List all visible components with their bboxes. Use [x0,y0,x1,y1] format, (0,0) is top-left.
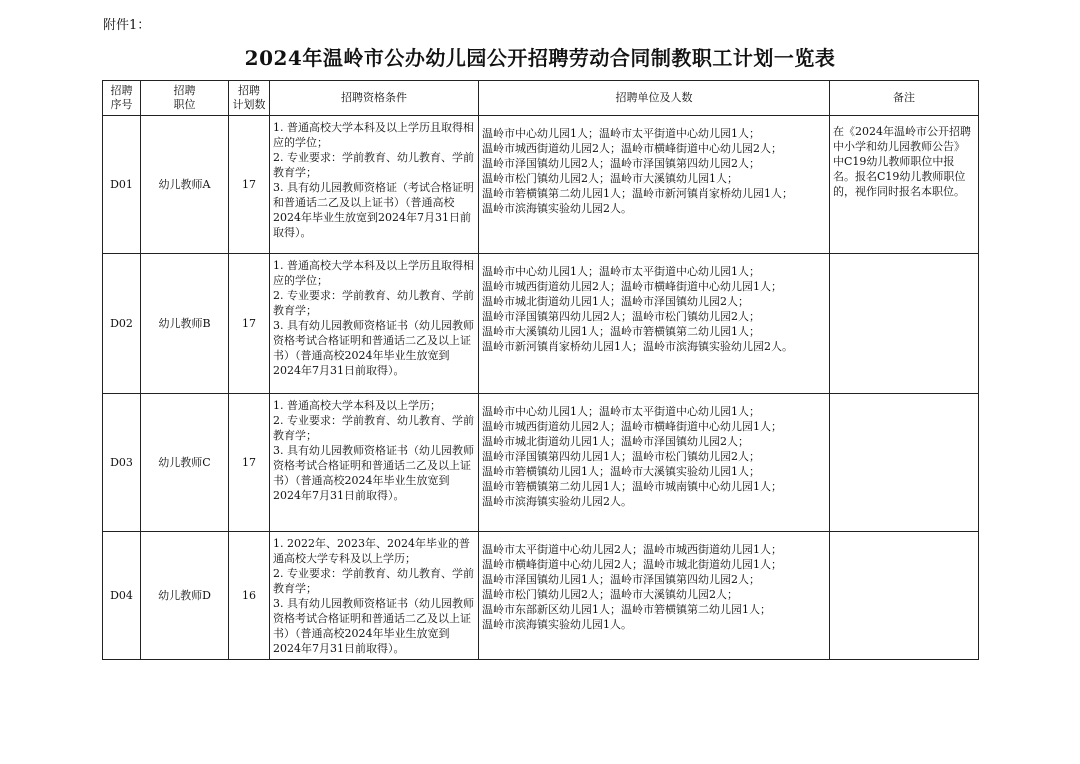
row-conditions [270,254,479,394]
row-position: 幼儿教师A [141,116,229,254]
row-count: 17 [229,254,270,394]
condition-line: 1. 普通高校大学本科及以上学历； [273,399,441,412]
row-conditions [270,532,479,660]
unit-line: 温岭市城西街道幼儿园2人；温岭市横峰街道中心幼儿园2人； [482,142,782,155]
row-units [479,254,830,394]
condition-line: 2. 专业要求：学前教育、幼儿教育、学前教育学； [273,567,474,595]
row-note [830,532,979,660]
header-seq-line: 序号 [110,98,133,111]
row-note: 在《2024年温岭市公开招聘中小学和幼儿园教师公告》中C19幼儿教师职位中报名。报名C19幼儿教师职位的，视作同时报名本职位。 [830,116,979,254]
unit-line: 温岭市中心幼儿园1人；温岭市太平街道中心幼儿园1人； [482,265,760,278]
condition-line: 3. 具有幼儿园教师资格证书（幼儿园教师资格考试合格证明和普通话二乙及以上证书）（普通高校2024年毕业生放宽到2024年7月31日前取得）。 [273,319,474,377]
unit-line: 温岭市箬横镇幼儿园1人；温岭市大溪镇实验幼儿园1人； [482,465,760,478]
table-row [103,394,979,532]
condition-line: 2. 专业要求：学前教育、幼儿教育、学前教育学； [273,151,474,179]
row-units [479,116,830,254]
condition-line: 3. 具有幼儿园教师资格证书（幼儿园教师资格考试合格证明和普通话二乙及以上证书）（普通高校2024年毕业生放宽到2024年7月31日前取得）。 [273,597,474,655]
row-conditions [270,116,479,254]
unit-line: 温岭市横峰街道中心幼儿园2人；温岭市城北街道幼儿园1人； [482,558,782,571]
row-seq: D02 [103,254,141,394]
unit-line: 温岭市城西街道幼儿园2人；温岭市横峰街道中心幼儿园1人； [482,420,782,433]
attachment-label: 附件1： [103,18,151,33]
condition-line: 1. 普通高校大学本科及以上学历且取得相应的学位； [273,259,474,287]
row-seq: D03 [103,394,141,532]
header-notes: 备注 [830,81,979,116]
header-count-line: 招聘 [238,84,260,97]
header-count [229,81,270,116]
row-seq: D01 [103,116,141,254]
row-position: 幼儿教师C [141,394,229,532]
header-position-line: 职位 [173,98,196,111]
row-count: 17 [229,394,270,532]
unit-line: 温岭市箬横镇第二幼儿园1人；温岭市城南镇中心幼儿园1人； [482,480,782,493]
unit-line: 温岭市东部新区幼儿园1人；温岭市箬横镇第二幼儿园1人； [482,603,771,616]
table-row [103,254,979,394]
condition-line: 2. 专业要求：学前教育、幼儿教育、学前教育学； [273,414,474,442]
condition-line: 3. 具有幼儿园教师资格证（考试合格证明和普通话二乙及以上证书）（普通高校2024年毕业生放宽到2024年7月31日前取得）。 [273,181,474,239]
header-position-line: 招聘 [173,84,196,97]
unit-line: 温岭市城西街道幼儿园2人；温岭市横峰街道中心幼儿园1人； [482,280,782,293]
unit-line: 温岭市中心幼儿园1人；温岭市太平街道中心幼儿园1人； [482,127,760,140]
row-units [479,394,830,532]
condition-line: 3. 具有幼儿园教师资格证书（幼儿园教师资格考试合格证明和普通话二乙及以上证书）（普通高校2024年毕业生放宽到2024年7月31日前取得）。 [273,444,474,502]
unit-line: 温岭市滨海镇实验幼儿园2人。 [482,495,632,508]
table-row [103,532,979,660]
unit-line: 温岭市泽国镇第四幼儿园1人；温岭市松门镇幼儿园2人； [482,450,760,463]
unit-line: 温岭市松门镇幼儿园2人；温岭市大溪镇幼儿园2人； [482,588,738,601]
row-note [830,394,979,532]
unit-line: 温岭市城北街道幼儿园1人；温岭市泽国镇幼儿园2人； [482,295,749,308]
header-seq [103,81,141,116]
unit-line: 温岭市箬横镇第二幼儿园1人；温岭市新河镇肖家桥幼儿园1人； [482,187,793,200]
row-position: 幼儿教师D [141,532,229,660]
unit-line: 温岭市中心幼儿园1人；温岭市太平街道中心幼儿园1人； [482,405,760,418]
unit-line: 温岭市滨海镇实验幼儿园1人。 [482,618,632,631]
header-position [141,81,229,116]
row-seq: D04 [103,532,141,660]
condition-line: 1. 2022年、2023年、2024年毕业的普通高校大学专科及以上学历； [273,537,470,565]
condition-line: 2. 专业要求：学前教育、幼儿教育、学前教育学； [273,289,474,317]
table-row [103,116,979,254]
header-seq-line: 招聘 [110,84,133,97]
table-header-row [103,81,979,116]
header-conditions: 招聘资格条件 [270,81,479,116]
unit-line: 温岭市滨海镇实验幼儿园2人。 [482,202,632,215]
unit-line: 温岭市太平街道中心幼儿园2人；温岭市城西街道幼儿园1人； [482,543,782,556]
unit-line: 温岭市泽国镇幼儿园1人；温岭市泽国镇第四幼儿园2人； [482,573,760,586]
unit-line: 温岭市泽国镇第四幼儿园2人；温岭市松门镇幼儿园2人； [482,310,760,323]
table-body [103,116,979,660]
unit-line: 温岭市城北街道幼儿园1人；温岭市泽国镇幼儿园2人； [482,435,749,448]
condition-line: 1. 普通高校大学本科及以上学历且取得相应的学位； [273,121,474,149]
unit-line: 温岭市新河镇肖家桥幼儿园1人；温岭市滨海镇实验幼儿园2人。 [482,340,793,353]
row-conditions [270,394,479,532]
row-count: 17 [229,116,270,254]
header-units: 招聘单位及人数 [479,81,830,116]
unit-line: 温岭市松门镇幼儿园2人；温岭市大溪镇幼儿园1人； [482,172,738,185]
recruitment-plan-table [102,80,979,660]
page-title: 2024年温岭市公办幼儿园公开招聘劳动合同制教职工计划一览表 [244,46,836,70]
row-count: 16 [229,532,270,660]
row-note [830,254,979,394]
unit-line: 温岭市大溪镇幼儿园1人；温岭市箬横镇第二幼儿园1人； [482,325,760,338]
unit-line: 温岭市泽国镇幼儿园2人；温岭市泽国镇第四幼儿园2人； [482,157,760,170]
row-units [479,532,830,660]
header-count-line: 计划数 [232,98,266,111]
row-position: 幼儿教师B [141,254,229,394]
